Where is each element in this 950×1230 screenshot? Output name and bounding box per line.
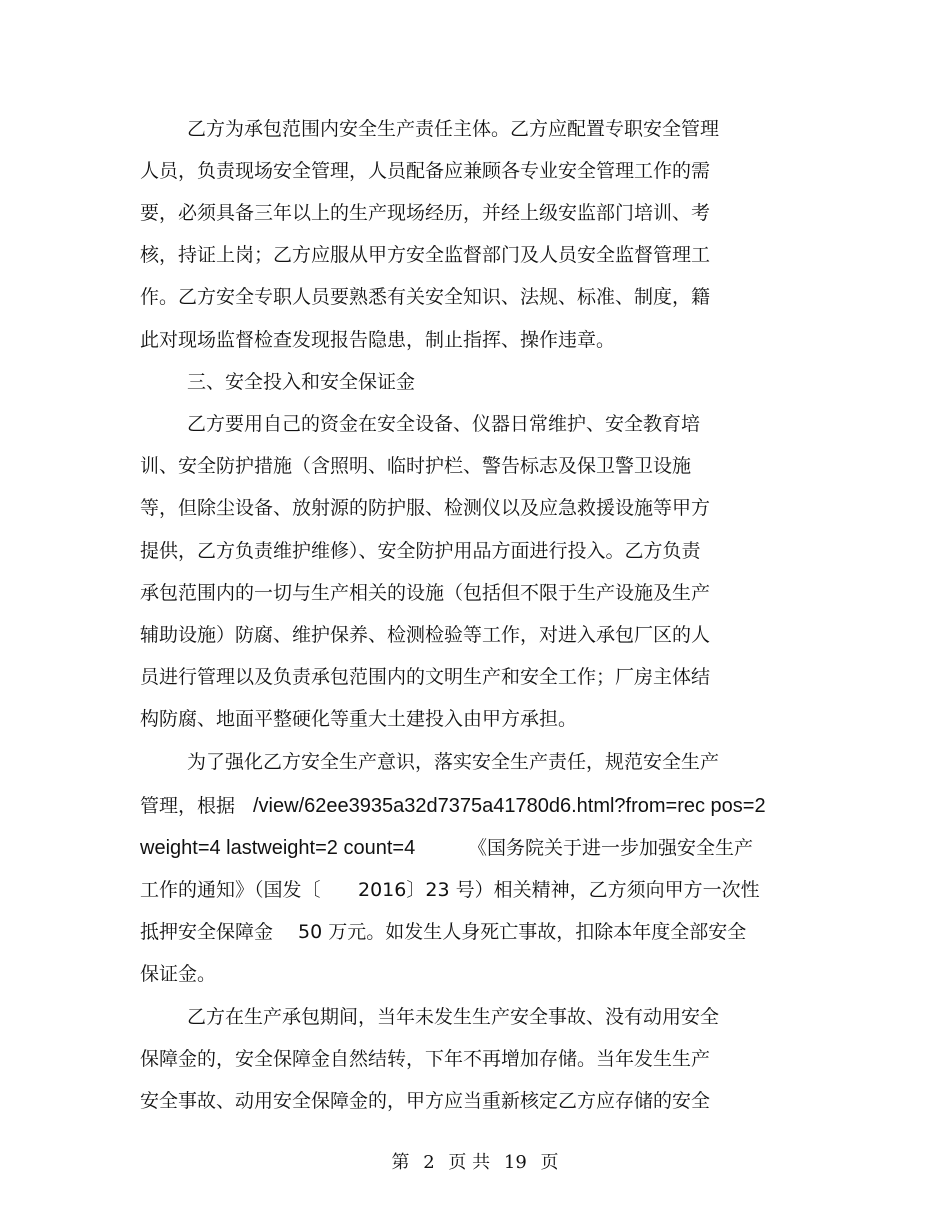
text-line: 辅助设施）防腐、维护保养、检测检验等工作，对进入承包厂区的人 [140,624,711,646]
text-line: 乙方在生产承包期间，当年未发生生产安全事故、没有动用安全 [187,1006,720,1028]
text-segment: 工作的通知》（国发〔 [140,879,321,901]
text-line: 此对现场监督检查发现报告隐患，制止指挥、操作违章。 [140,329,616,351]
text-line: 训、安全防护措施（含照明、临时护栏、警告标志及保卫警卫设施 [140,455,692,477]
text-line: 人员，负责现场安全管理，人员配备应兼顾各专业安全管理工作的需 [140,160,711,182]
source-url-text: /view/62ee3935a32d7375a41780d6.html?from=rec pos=2 [253,795,766,817]
text-line: 乙方为承包范围内安全生产责任主体。乙方应配置专职安全管理 [187,118,720,140]
text-segment: 管理，根据 [140,795,236,817]
footer-prefix: 第 [391,1152,410,1173]
footer-suffix: 页 [540,1152,559,1173]
text-segment: 2016〕23 号）相关精神，乙方须向甲方一次性 [358,879,760,901]
text-line: 承包范围内的一切与生产相关的设施（包括但不限于生产设施及生产 [140,582,711,604]
text-line: 核，持证上岗；乙方应服从甲方安全监督部门及人员安全监督管理工 [140,244,711,266]
text-line: 安全事故、动用安全保障金的，甲方应当重新核定乙方应存储的安全 [140,1090,711,1112]
text-line: 提供，乙方负责维护维修）、安全防护用品方面进行投入。乙方负责 [140,540,701,562]
text-line: 要，必须具备三年以上的生产现场经历，并经上级安监部门培训、考 [140,202,711,224]
page-footer [0,1151,950,1175]
text-segment: 《国务院关于进一步加强安全生产 [468,837,754,859]
source-url-params: weight=4 lastweight=2 count=4 [140,837,416,859]
text-line: 乙方要用自己的资金在安全设备、仪器日常维护、安全教育培 [187,413,701,435]
section-heading: 三、安全投入和安全保证金 [187,371,416,393]
text-line: 员进行管理以及负责承包范围内的文明生产和安全工作；厂房主体结 [140,666,711,688]
text-line: 构防腐、地面平整硬化等重大土建投入由甲方承担。 [140,708,578,730]
text-line: 保证金。 [140,963,217,985]
footer-total-pages: 19 [503,1152,527,1173]
text-line: 为了强化乙方安全生产意识，落实安全生产责任，规范安全生产 [187,751,720,773]
text-line: 作。乙方安全专职人员要熟悉有关安全知识、法规、标准、制度，籍 [140,286,711,308]
footer-middle: 页 共 [448,1152,491,1173]
text-line: 等，但除尘设备、放射源的防护服、检测仪以及应急救援设施等甲方 [140,497,711,519]
text-segment: 50 万元。如发生人身死亡事故，扣除本年度全部安全 [298,921,747,943]
footer-page-number: 2 [423,1152,435,1173]
text-line: 保障金的，安全保障金自然结转，下年不再增加存储。当年发生生产 [140,1048,711,1070]
text-segment: 抵押安全保障金 [140,921,274,943]
